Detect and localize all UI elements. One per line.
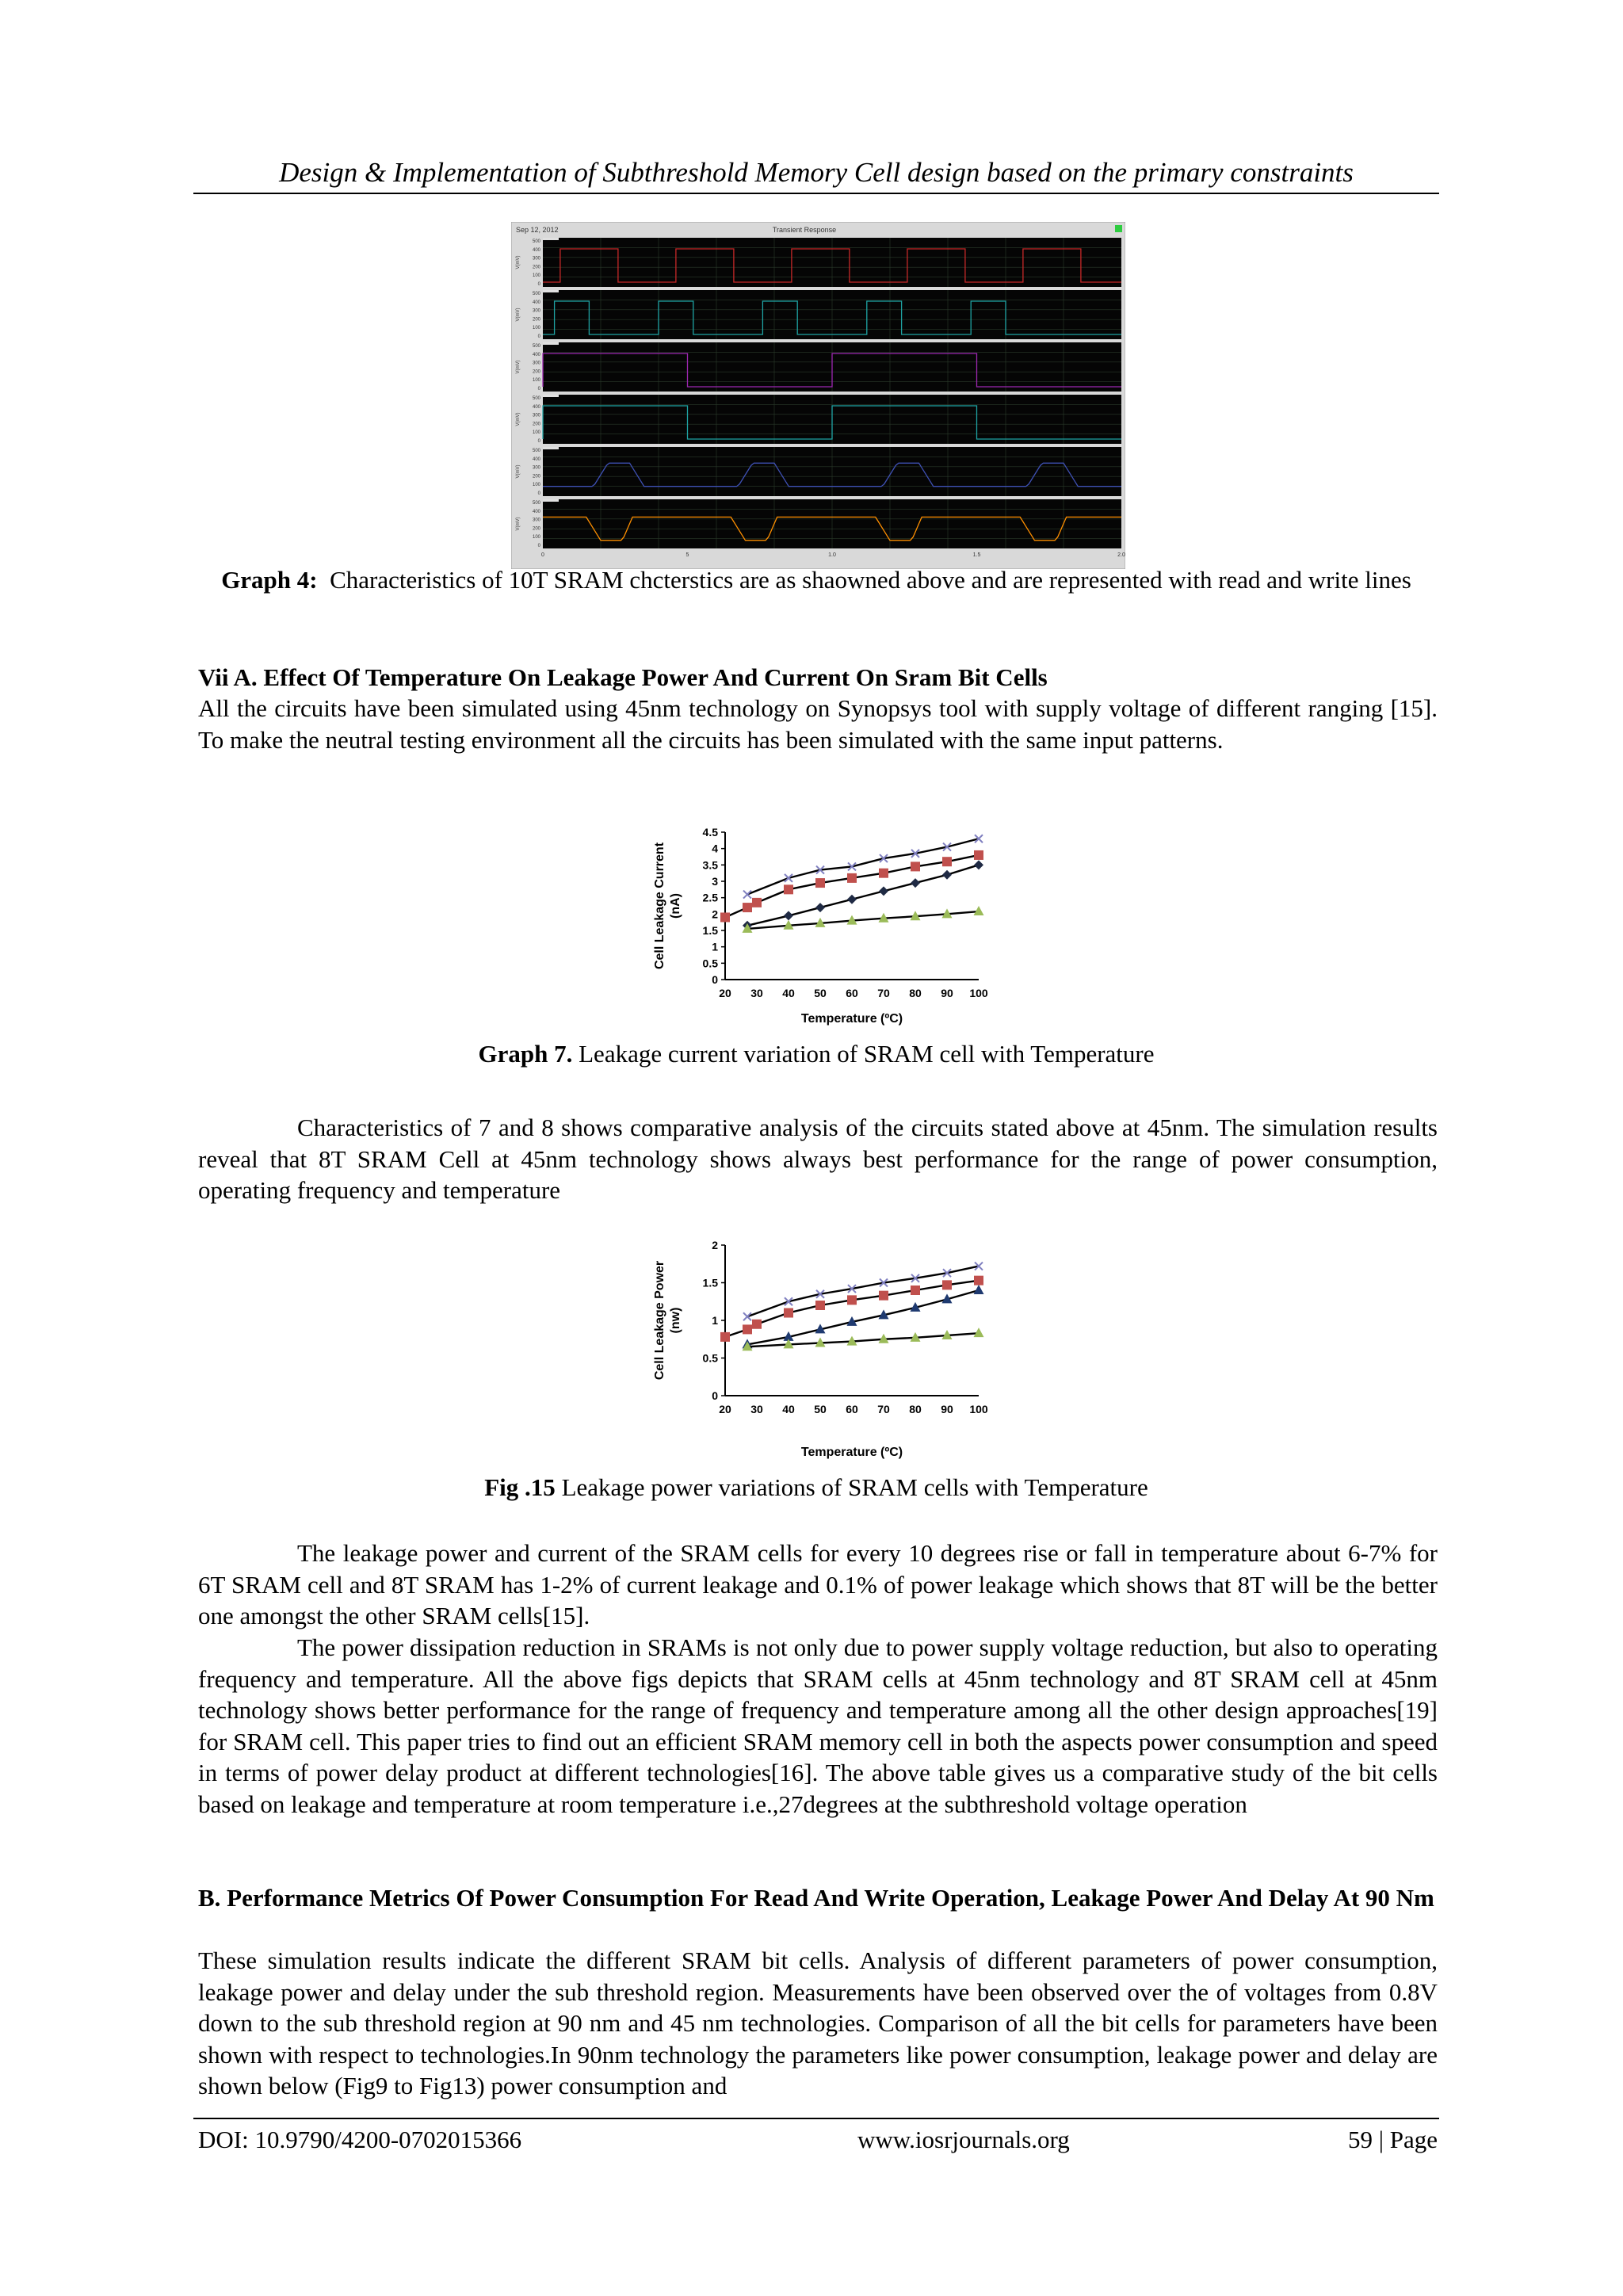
footer-rule <box>193 2118 1439 2119</box>
chart-x-tick-label: 80 <box>909 1403 922 1415</box>
chart-point-square <box>942 857 952 866</box>
footer-doi: DOI: 10.9790/4200-0702015366 <box>198 2126 522 2153</box>
graph4-y-tick: 200 <box>532 265 540 270</box>
chart-x-tick-label: 30 <box>750 987 763 999</box>
graph4-panel-tab <box>543 342 559 345</box>
graph4-y-tick: 300 <box>532 413 540 418</box>
chart-point-x <box>743 891 751 899</box>
graph4-y-tick: 100 <box>532 273 540 279</box>
graph4-panel-tab <box>543 499 559 502</box>
chart-y-axis-title: Cell Leakage Power <box>653 1260 666 1381</box>
chart-x-tick-label: 30 <box>750 1403 763 1415</box>
graph4-y-tick: 100 <box>532 378 540 384</box>
graph7-caption-text: Leakage current variation of SRAM cell with Temperature <box>579 1040 1155 1068</box>
graph4-y-label: V(mV) <box>516 464 521 479</box>
graph4-y-tick: 500 <box>532 501 540 506</box>
graph4-title: Transient Response <box>772 226 837 234</box>
chart-point-square <box>815 1301 825 1310</box>
chart-y-tick-label: 2.5 <box>702 891 718 904</box>
chart-y-tick-label: 0.5 <box>702 1351 718 1365</box>
chart-x-tick-label: 50 <box>814 987 827 999</box>
graph7-caption <box>193 1038 1439 1070</box>
chart-y-axis-title: Cell Leakage Current <box>653 842 666 970</box>
graph4-y-tick: 500 <box>532 344 540 349</box>
graph4-panel-tab <box>543 395 559 397</box>
chart-point-square <box>784 1308 793 1318</box>
chart-x-tick-label: 80 <box>909 987 922 999</box>
graph4-x-tick: 1.5 <box>972 552 981 558</box>
graph4-y-tick: 100 <box>532 430 540 436</box>
status-indicator-icon <box>1115 225 1122 232</box>
chart-x-tick-label: 40 <box>782 1403 795 1415</box>
chart-y-tick-label: 0 <box>712 1389 718 1402</box>
graph4-y-tick: 400 <box>532 457 540 462</box>
graph4-x-tick: 2.0 <box>1117 552 1125 558</box>
chart-point-square <box>784 884 793 894</box>
chart-point-diamond <box>815 903 825 912</box>
chart-y-tick-label: 1 <box>712 940 718 953</box>
header-rule <box>193 193 1439 194</box>
graph4-y-tick: 200 <box>532 422 540 427</box>
graph4-transient-response <box>511 222 1125 569</box>
chart-y-tick-label: 3.5 <box>702 858 718 872</box>
chart-y-tick-label: 3 <box>712 875 718 888</box>
chart-point-square <box>879 1291 888 1301</box>
chart-point-square <box>743 1324 752 1334</box>
chart-point-square <box>720 1332 730 1342</box>
graph4-y-tick: 0 <box>537 439 540 444</box>
fig15-caption-text: Leakage power variations of SRAM cells with Temperature <box>561 1473 1148 1501</box>
chart-x-tick-label: 60 <box>846 987 858 999</box>
running-title: Design & Implementation of Subthreshold Memory Cell design based on the primary constraints <box>279 157 1354 188</box>
chart-point-square <box>974 850 983 860</box>
graph4-y-label: V(mV) <box>516 517 521 531</box>
graph4-y-label: V(mV) <box>516 360 521 374</box>
graph4-x-tick: 5 <box>685 552 689 558</box>
fig15-caption-label: Fig .15 <box>484 1473 556 1501</box>
chart-y-tick-label: 1.5 <box>702 1276 718 1289</box>
graph4-x-tick: 0 <box>541 552 544 558</box>
chart-point-square <box>911 861 920 871</box>
chart-y-tick-label: 2 <box>712 907 718 921</box>
chart-y-tick-label: 1.5 <box>702 924 718 937</box>
graph4-y-tick: 400 <box>532 300 540 305</box>
graph4-y-tick: 500 <box>532 396 540 401</box>
chart-point-diamond <box>847 895 857 904</box>
chart-point-diamond <box>942 870 952 880</box>
graph4-y-tick: 400 <box>532 247 540 253</box>
chart-x-tick-label: 50 <box>814 1403 827 1415</box>
chart-point-square <box>847 1295 857 1305</box>
fig15-caption <box>193 1472 1439 1503</box>
chart-x-tick-label: 20 <box>719 1403 731 1415</box>
chart-series-line <box>725 855 979 918</box>
graph4-y-tick: 300 <box>532 465 540 471</box>
graph7-leakage-current-chart <box>646 821 1010 1031</box>
chart-x-tick-label: 100 <box>969 1403 988 1415</box>
chart-x-axis-title: Temperature (ºC) <box>800 1446 903 1459</box>
chart-y-tick-label: 4.5 <box>702 826 718 839</box>
chart-point-square <box>911 1286 920 1295</box>
graph4-x-tick: 1.0 <box>828 552 836 558</box>
footer-website: www.iosrjournals.org <box>857 2126 1070 2153</box>
chart-x-tick-label: 20 <box>719 987 731 999</box>
chart-series-line <box>747 1333 979 1347</box>
graph4-y-tick: 400 <box>532 404 540 410</box>
graph4-y-tick: 500 <box>532 239 540 244</box>
chart-y-axis-unit: (nw) <box>669 1307 682 1334</box>
chart-point-square <box>752 1320 762 1329</box>
graph4-y-tick: 100 <box>532 326 540 331</box>
chart-y-axis-unit: (nA) <box>669 893 682 919</box>
chart-point-square <box>743 903 752 912</box>
graph4-date: Sep 12, 2012 <box>516 226 559 234</box>
graph4-y-tick: 400 <box>532 509 540 514</box>
chart-x-tick-label: 70 <box>877 1403 890 1415</box>
chart-point-square <box>815 878 825 888</box>
graph4-y-tick: 0 <box>537 491 540 496</box>
chart-x-axis-title: Temperature (ºC) <box>800 1012 903 1026</box>
graph4-y-tick: 500 <box>532 292 540 296</box>
graph4-panel-tab <box>543 238 559 240</box>
chart-x-tick-label: 40 <box>782 987 795 999</box>
section-b-paragraph: These simulation results indicate the different SRAM bit cells. Analysis of different parameters of power consumption, leakage power and delay under the sub threshold region. Measurements have been observed over the of voltages from 0.8V down to the sub threshold region at 90 nm and 45 nm technologies. Comparison of all the bit cells for parameters have been shown with respect to technologies.In 90nm technology the parameters like power consumption, leakage power and delay are shown below (Fig9 to Fig13) power consumption and <box>198 1946 1438 2099</box>
graph4-y-tick: 0 <box>537 544 540 548</box>
chart-point-square <box>942 1280 952 1289</box>
chart-point-diamond <box>911 878 920 888</box>
graph4-caption-text: Characteristics of 10T SRAM chcterstics are as shaowned above and are represented with read and write lines <box>330 566 1411 594</box>
graph4-y-label: V(mV) <box>516 255 521 269</box>
graph4-y-tick: 400 <box>532 352 540 357</box>
chart-point-triangle <box>974 1285 984 1294</box>
chart-point-square <box>752 898 762 907</box>
graph4-y-tick: 100 <box>532 535 540 541</box>
graph4-y-tick: 0 <box>537 387 540 392</box>
graph4-y-tick: 200 <box>532 474 540 479</box>
chart-x-tick-label: 60 <box>846 1403 858 1415</box>
graph4-caption-label: Graph 4: <box>221 566 318 594</box>
chart-series-line <box>747 1266 979 1317</box>
section-heading-b: B. Performance Metrics Of Power Consumption For Read And Write Operation, Leakage Power And Delay At 90 Nm <box>198 1884 1434 1912</box>
chart-x-tick-label: 90 <box>941 987 953 999</box>
paragraph-comparative-analysis: Characteristics of 7 and 8 shows comparative analysis of the circuits stated above at 45nm. The simulation results reveal that 8T SRAM Cell at 45nm technology shows always best performance for the range of power consumption, operating frequency and temperature <box>198 1114 1438 1204</box>
graph7-caption-label: Graph 7. <box>478 1040 573 1068</box>
graph4-y-tick: 300 <box>532 518 540 523</box>
graph4-y-tick: 300 <box>532 256 540 262</box>
chart-y-tick-label: 1 <box>712 1314 718 1327</box>
graph4-y-tick: 200 <box>532 369 540 375</box>
chart-x-tick-label: 90 <box>941 1403 953 1415</box>
paragraph-leakage: The leakage power and current of the SRAM cells for every 10 degrees rise or fall in temperature about 6-7% for 6T SRAM cell and 8T SRAM has 1-2% of current leakage and 0.1% of power leakage which shows that 8T will be the better one amongst the other SRAM cells[15]. <box>198 1539 1438 1629</box>
chart-x-tick-label: 70 <box>877 987 890 999</box>
chart-point-triangle <box>974 1328 984 1337</box>
graph4-y-label: V(mV) <box>516 308 521 322</box>
graph4-y-tick: 200 <box>532 526 540 532</box>
chart-y-tick-label: 0 <box>712 973 718 986</box>
section-heading-vii-a: Vii A. Effect Of Temperature On Leakage Power And Current On Sram Bit Cells <box>198 663 1048 691</box>
chart-x-tick-label: 100 <box>969 987 988 999</box>
graph4-y-tick: 100 <box>532 483 540 488</box>
fig15-leakage-power-chart <box>646 1232 1010 1470</box>
graph4-y-tick: 200 <box>532 317 540 323</box>
chart-point-square <box>974 1276 983 1286</box>
chart-point-x <box>743 1312 751 1320</box>
graph4-caption <box>193 564 1439 596</box>
graph4-y-tick: 0 <box>537 334 540 339</box>
graph4-y-tick: 0 <box>537 282 540 287</box>
chart-point-diamond <box>784 911 793 920</box>
chart-point-square <box>879 869 888 878</box>
graph4-panel-tab <box>543 447 559 449</box>
chart-series-line <box>747 911 979 929</box>
chart-y-tick-label: 4 <box>712 842 718 855</box>
section-vii-a-paragraph: All the circuits have been simulated using 45nm technology on Synopsys tool with supply voltage of different ranging [15]. To make the neutral testing environment all the circuits has been simulated with the same input patterns. <box>198 694 1438 754</box>
graph4-panel-tab <box>543 290 559 292</box>
chart-y-tick-label: 2 <box>712 1239 718 1251</box>
graph4-y-tick: 300 <box>532 308 540 314</box>
footer-page-number: 59 | Page <box>1348 2126 1438 2153</box>
chart-point-square <box>847 873 857 883</box>
chart-series-line <box>747 839 979 894</box>
chart-point-square <box>720 912 730 922</box>
chart-y-tick-label: 0.5 <box>702 957 718 970</box>
graph4-y-tick: 500 <box>532 449 540 453</box>
graph4-y-tick: 300 <box>532 361 540 366</box>
paragraph-power-dissipation: The power dissipation reduction in SRAMs is not only due to power supply voltage reduction, but also to operating frequency and temperature. All the above figs depicts that SRAM cells at 45nm technology and 8T SRAM cell at 45nm technology shows better performance for the range of frequency and temperature among all the other design approaches[19] for SRAM cell. This paper tries to find out an efficient SRAM memory cell in both the aspects power consumption and speed in terms of power delay product at different technologies[16]. The above table gives us a comparative study of the bit cells based on leakage and temperature at room temperature i.e.,27degrees at the subthreshold voltage operation <box>198 1633 1438 1818</box>
chart-point-diamond <box>974 860 983 869</box>
graph4-y-label: V(mV) <box>516 412 521 426</box>
chart-point-triangle <box>974 906 984 915</box>
chart-point-diamond <box>879 886 888 896</box>
